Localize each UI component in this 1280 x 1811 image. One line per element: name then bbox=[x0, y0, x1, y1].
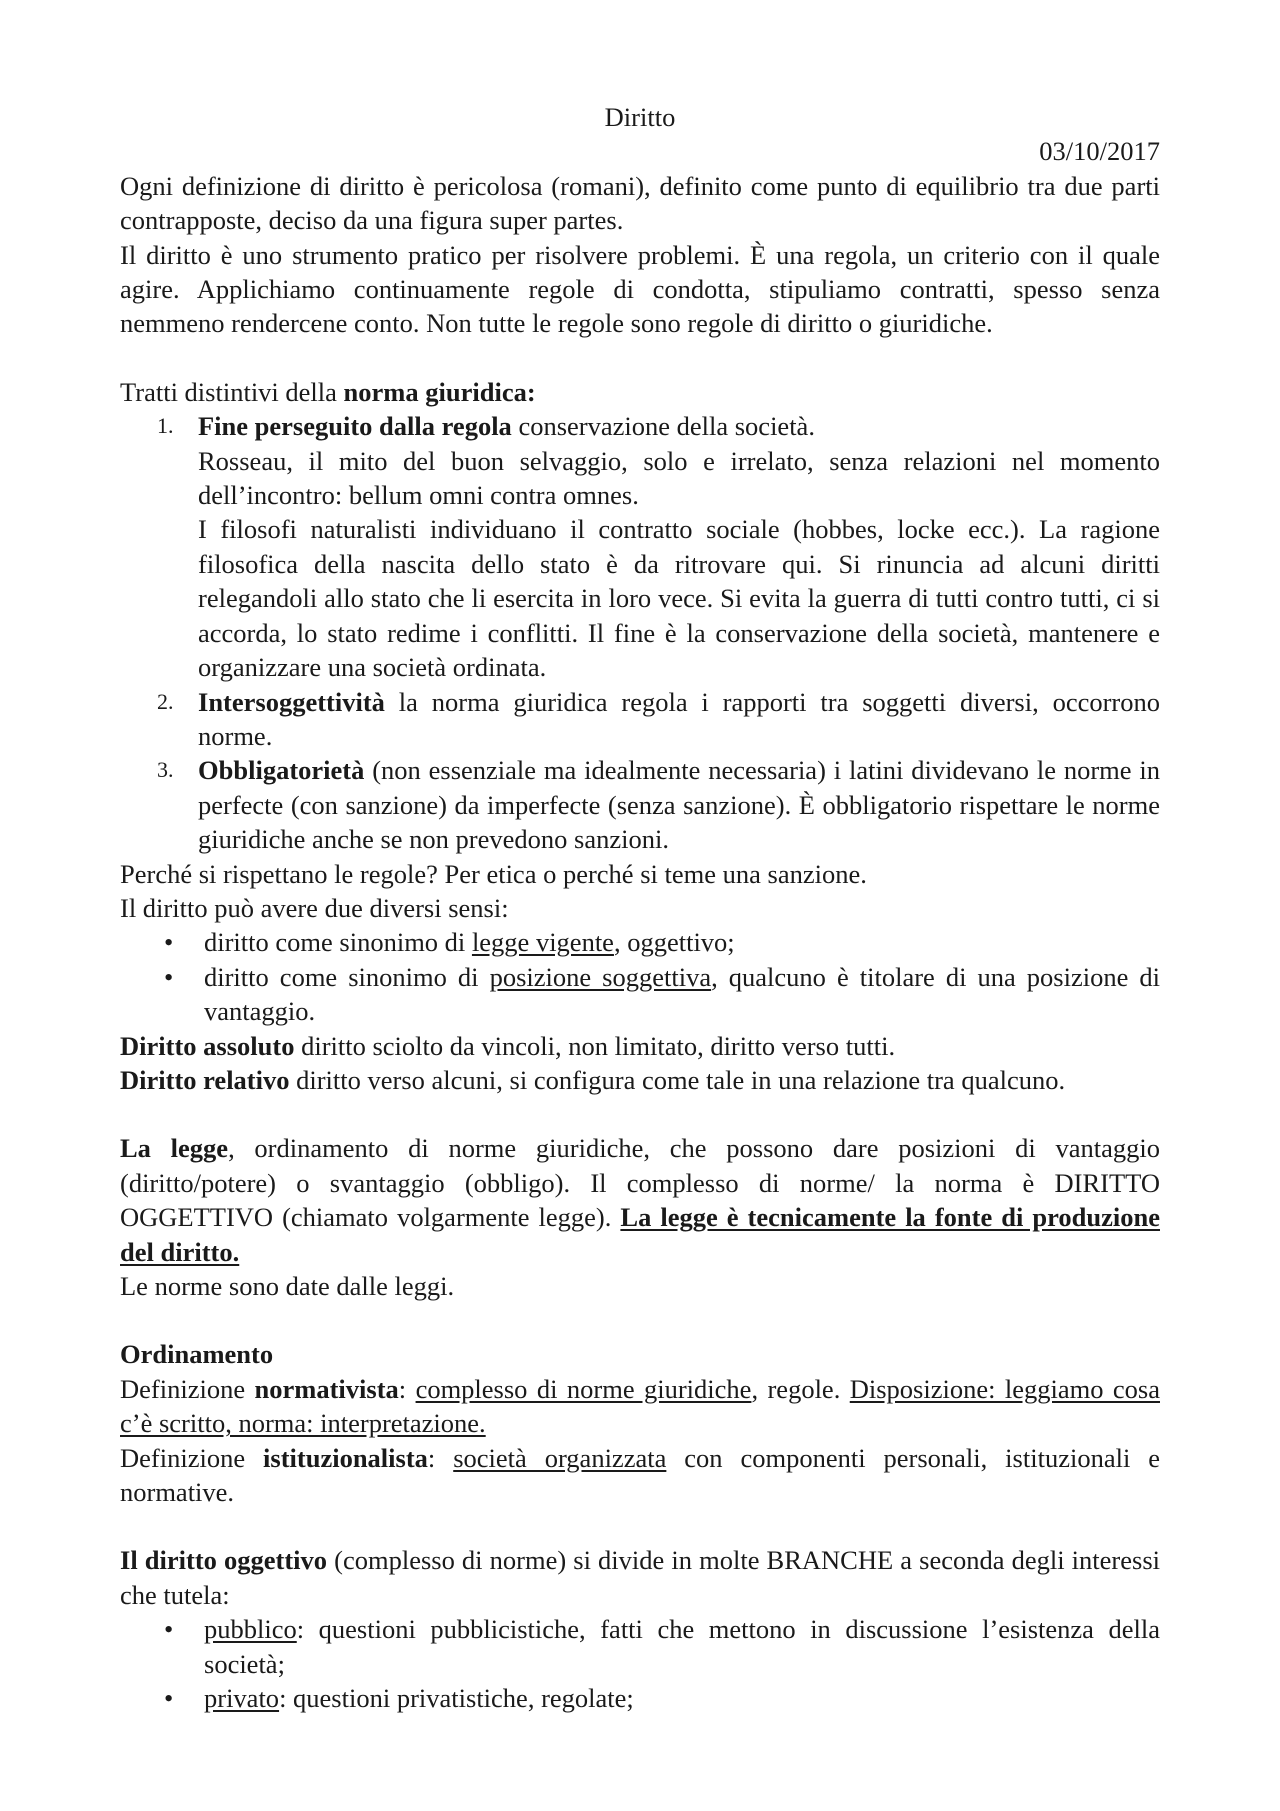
term-bold: Diritto assoluto bbox=[120, 1030, 295, 1061]
tratti-bold: norma giuridica: bbox=[343, 376, 536, 407]
list-item-text: , qualcuno è titolare di una posizione di vantaggio. bbox=[204, 961, 1160, 1027]
legge-paragraph bbox=[120, 1131, 1160, 1269]
sensi-list bbox=[120, 925, 1160, 1028]
section-heading: Ordinamento bbox=[120, 1339, 274, 1370]
spacer bbox=[120, 1303, 1160, 1337]
list-item-text: diritto come sinonimo di bbox=[204, 927, 472, 958]
list-item bbox=[120, 960, 1160, 1029]
intro-paragraph-1: Ogni definizione di diritto è pericolosa (romani), definito come punto di equilibrio tra due parti contrapposte, deciso da una figura super partes. bbox=[120, 170, 1160, 236]
definition-text: : bbox=[398, 1373, 416, 1404]
list-item-text: I filosofi naturalisti individuano il contratto sociale (hobbes, locke ecc.). La ragione filosofica della nascita dello stato è da ritrovare qui. Si rinuncia ad alcuni diritti relegandoli allo stato che li esercita in loro vece. Si evita la guerra di tutti contro tutti, ci si accorda, lo stato redime i conflitti. Il fine è la conservazione della società, mantenere e organizzare una società ordinata. bbox=[198, 514, 1160, 683]
definition-text: : bbox=[427, 1442, 454, 1473]
ordinamento-istituzionalista bbox=[120, 1441, 1160, 1510]
underlined-term: posizione soggettiva bbox=[489, 961, 712, 992]
term-bold: normativista bbox=[254, 1373, 399, 1404]
list-item-bold: Intersoggettività bbox=[198, 686, 385, 717]
doc-date: 03/10/2017 bbox=[1039, 136, 1160, 167]
list-item-bold: Obbligatorietà bbox=[198, 755, 365, 786]
list-item-bold: Fine perseguito dalla regola bbox=[198, 411, 512, 442]
tratti-list bbox=[120, 409, 1160, 856]
bullet-icon: • bbox=[164, 1683, 174, 1714]
doc-title: Diritto bbox=[604, 102, 676, 132]
list-item-text: la norma giuridica regola i rapporti tra soggetti diversi, occorrono norme. bbox=[198, 686, 1160, 751]
underlined-bold-statement: La legge è tecnicamente la fonte di produzione del diritto. bbox=[120, 1202, 1160, 1267]
branche-list bbox=[120, 1612, 1160, 1715]
bullet-icon: • bbox=[164, 1614, 174, 1645]
definition-text: , ordinamento di norme giuridiche, che possono dare posizioni di vantaggio (diritto/potere) o svantaggio (obbligo). Il complesso di norme/ la norma è DIRITTO OGGETTIVO (chiamato volgarmente legge). bbox=[120, 1133, 1160, 1233]
list-line bbox=[198, 409, 1160, 443]
list-item-text: Rosseau, il mito del buon selvaggio, solo e irrelato, senza relazioni nel momento dell’incontro: bellum omni contra omnes. bbox=[198, 445, 1160, 511]
intro-paragraph-2: Il diritto è uno strumento pratico per risolvere problemi. È una regola, un criterio con il quale agire. Applichiamo continuamente regole di condotta, stipuliamo contratti, spesso senza nemmeno rendercene conto. Non tutte le regole sono regole di diritto o giuridiche. bbox=[120, 239, 1160, 339]
list-item bbox=[120, 409, 1160, 684]
spacer bbox=[120, 1509, 1160, 1543]
document-page bbox=[120, 100, 1160, 1715]
definition-text: diritto verso alcuni, si configura come tale in una relazione tra qualcuno. bbox=[289, 1064, 1066, 1095]
ordinamento-heading bbox=[120, 1337, 1160, 1371]
term-bold: La legge bbox=[120, 1133, 229, 1164]
tratti-prefix: Tratti distintivi della bbox=[120, 376, 344, 407]
spacer bbox=[120, 341, 1160, 375]
list-item bbox=[120, 1681, 1160, 1715]
definition-text: , regole. bbox=[751, 1373, 850, 1404]
list-item bbox=[120, 1612, 1160, 1681]
list-item-text: conservazione della società. bbox=[511, 411, 815, 442]
ordinamento-normativista bbox=[120, 1372, 1160, 1441]
definition-text: Definizione bbox=[120, 1373, 255, 1404]
definition-text: (complesso di norme) si divide in molte BRANCHE a seconda degli interessi che tutela: bbox=[120, 1545, 1160, 1610]
perche-paragraph: Perché si rispettano le regole? Per etica o perché si teme una sanzione. bbox=[120, 858, 867, 889]
tratti-heading bbox=[120, 375, 1160, 409]
term-bold: Il diritto oggettivo bbox=[120, 1545, 328, 1576]
term-bold: istituzionalista bbox=[263, 1442, 428, 1473]
underlined-term: Disposizione: leggiamo cosa c’è scritto, norma: interpretazione. bbox=[120, 1373, 1160, 1439]
underlined-term: legge vigente bbox=[471, 927, 614, 958]
term-bold: Diritto relativo bbox=[120, 1064, 290, 1095]
underlined-term: complesso di norme giuridiche bbox=[415, 1373, 752, 1404]
underlined-term: società organizzata bbox=[453, 1442, 667, 1473]
spacer bbox=[120, 1097, 1160, 1131]
diritto-relativo bbox=[120, 1063, 1160, 1097]
bullet-icon: • bbox=[164, 961, 174, 992]
diritto-oggettivo-paragraph bbox=[120, 1543, 1160, 1612]
sensi-intro: Il diritto può avere due diversi sensi: bbox=[120, 892, 509, 923]
list-item-text: , oggettivo; bbox=[613, 927, 735, 958]
underlined-term: privato bbox=[204, 1683, 280, 1714]
definition-text: diritto sciolto da vincoli, non limitato, diritto verso tutti. bbox=[294, 1030, 896, 1061]
definition-text: Definizione bbox=[120, 1442, 264, 1473]
list-item bbox=[120, 685, 1160, 754]
bullet-icon: • bbox=[164, 927, 174, 958]
norme-date-paragraph: Le norme sono date dalle leggi. bbox=[120, 1271, 455, 1301]
definition-text: con componenti personali, istituzionali e normative. bbox=[120, 1442, 1160, 1508]
list-item bbox=[120, 753, 1160, 856]
list-item-text: (non essenziale ma idealmente necessaria) i latini dividevano le norme in perfecte (con sanzione) da imperfecte (senza sanzione). È obbligatorio rispettare le norme giuridiche anche se non prevedono sanzioni. bbox=[198, 755, 1160, 855]
list-item bbox=[120, 925, 1160, 959]
list-number: 2. bbox=[157, 688, 174, 714]
underlined-term: pubblico bbox=[204, 1614, 297, 1645]
list-number: 1. bbox=[157, 413, 174, 439]
list-item-text: : questioni privatistiche, regolate; bbox=[279, 1683, 634, 1714]
list-item-text: : questioni pubblicistiche, fatti che mettono in discussione l’esistenza della società; bbox=[204, 1614, 1160, 1679]
list-number: 3. bbox=[157, 757, 174, 783]
diritto-assoluto bbox=[120, 1029, 1160, 1063]
list-item-text: diritto come sinonimo di bbox=[204, 961, 490, 992]
